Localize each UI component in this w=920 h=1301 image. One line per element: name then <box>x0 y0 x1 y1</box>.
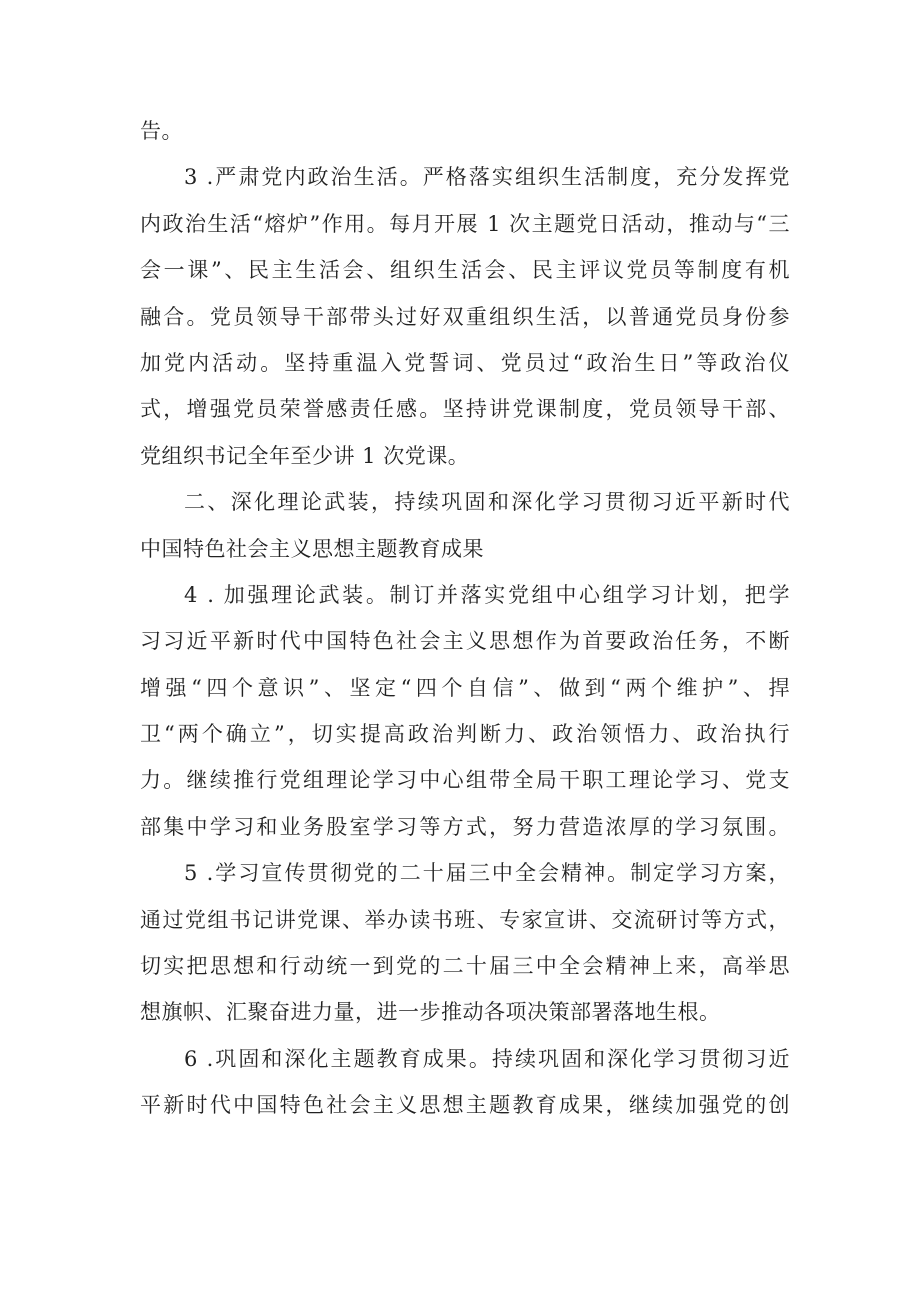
text-line: 3 .严肃党内政治生活。严格落实组织生活制度，充分发挥党 <box>184 165 790 190</box>
text-line: 告。 <box>140 119 183 143</box>
text-line: 融合。党员领导干部带头过好双重组织生活，以普通党员身份参 <box>140 304 790 329</box>
text-line: 会一课”、民主生活会、组织生活会、民主评议党员等制度有机 <box>140 258 790 283</box>
text-line: 增强“四个意识”、坚定“四个自信”、做到“两个维护”、捍 <box>140 675 790 700</box>
text-line: 中国特色社会主义思想主题教育成果 <box>140 536 484 561</box>
text-line: 6 .巩固和深化主题教育成果。持续巩固和深化学习贯彻习近 <box>184 1046 790 1071</box>
text-line: 二、深化理论武装，持续巩固和深化学习贯彻习近平新时代 <box>184 490 790 515</box>
text-line: 式，增强党员荣誉感责任感。坚持讲党课制度，党员领导干部、 <box>140 397 790 422</box>
text-line: 4 . 加强理论武装。制订并落实党组中心组学习计划，把学 <box>184 582 790 607</box>
text-line: 卫“两个确立”，切实提高政治判断力、政治领悟力、政治执行 <box>140 722 790 747</box>
text-line: 平新时代中国特色社会主义思想主题教育成果，继续加强党的创 <box>140 1093 790 1118</box>
text-line: 部集中学习和业务股室学习等方式，努力营造浓厚的学习氛围。 <box>140 814 790 839</box>
text-line: 党组织书记全年至少讲 1 次党课。 <box>140 443 470 468</box>
text-line: 内政治生活“熔炉”作用。每月开展 1 次主题党日活动，推动与“三 <box>140 211 790 236</box>
text-line: 加党内活动。坚持重温入党誓词、党员过“政治生日”等政治仪 <box>140 350 790 375</box>
document-body <box>140 108 790 1129</box>
text-line: 5 .学习宣传贯彻党的二十届三中全会精神。制定学习方案， <box>184 861 790 886</box>
text-line: 切实把思想和行动统一到党的二十届三中全会精神上来，高举思 <box>140 954 790 979</box>
text-line: 习习近平新时代中国特色社会主义思想作为首要政治任务，不断 <box>140 629 790 654</box>
text-line: 想旗帜、汇聚奋进力量，进一步推动各项决策部署落地生根。 <box>140 1000 721 1025</box>
text-line: 通过党组书记讲党课、举办读书班、专家宣讲、交流研讨等方式， <box>140 907 790 932</box>
text-line: 力。继续推行党组理论学习中心组带全局干职工理论学习、党支 <box>140 768 790 793</box>
